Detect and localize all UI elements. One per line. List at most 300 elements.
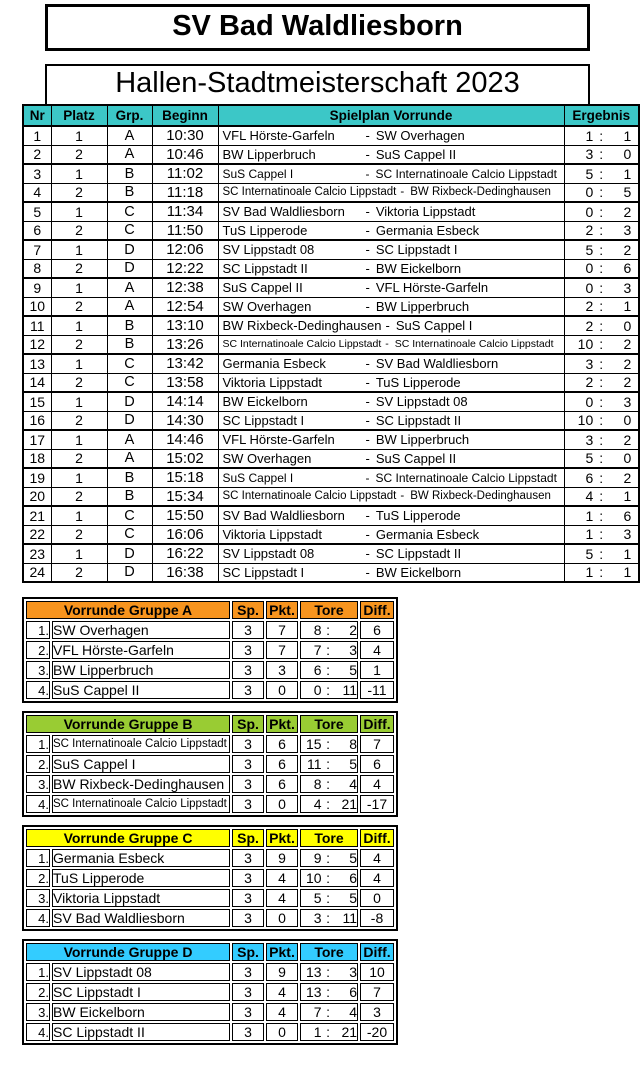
match-score [565, 546, 639, 562]
match-score [565, 146, 639, 162]
match-nr: 11 [23, 316, 51, 335]
match-time: 13:10 [152, 316, 218, 335]
goal-diff: 3 [360, 1003, 394, 1021]
team-rank: 3. [26, 775, 50, 793]
match-result-cell [564, 373, 639, 392]
points: 4 [266, 1003, 298, 1021]
match-score [565, 432, 639, 448]
home-score: 5 [585, 165, 594, 182]
match-score [565, 280, 639, 296]
col-header-pkt: Pkt. [266, 829, 298, 847]
match-pairing-cell [218, 164, 564, 183]
match-platz: 1 [51, 506, 107, 525]
match-result-cell [564, 468, 639, 487]
games-played: 3 [232, 795, 264, 813]
home-score: 3 [585, 146, 594, 163]
goals-for: 9 [313, 850, 322, 866]
group-title: Vorrunde Gruppe D [26, 943, 230, 961]
away-team: SC Lippstadt II [375, 546, 462, 562]
goals [301, 964, 357, 980]
team-name: SC Internatinoale Calcio Lippstadt [52, 795, 230, 813]
goals-against: 11 [342, 682, 357, 698]
goals-against: 6 [349, 984, 358, 1000]
home-score: 0 [585, 203, 594, 220]
match-time: 13:42 [152, 354, 218, 373]
goals-against: 5 [349, 662, 357, 678]
match-group: B [107, 468, 152, 487]
home-team: SC Lippstadt II [222, 260, 308, 276]
match-group: C [107, 202, 152, 221]
match-result-cell [564, 449, 639, 468]
match-result-cell [564, 183, 639, 202]
match-pairing [219, 223, 564, 238]
away-team: BW Rixbeck-Dedinghausen [410, 186, 551, 199]
goals-against: 8 [349, 736, 358, 752]
goals-separator: : [326, 642, 330, 658]
vs-dash: - [365, 470, 370, 485]
away-score: 0 [623, 450, 632, 467]
goals-cell [300, 641, 358, 659]
home-score: 1 [585, 127, 594, 144]
home-team: Viktoria Lippstadt [222, 526, 322, 542]
away-team: SC Lippstadt I [375, 242, 458, 258]
score-separator: : [599, 450, 604, 467]
vs-dash: - [365, 546, 370, 562]
score-separator: : [599, 412, 604, 429]
schedule-row [23, 468, 639, 487]
team-name: SV Lippstadt 08 [52, 963, 230, 981]
home-score: 0 [585, 393, 594, 410]
match-time: 11:34 [152, 202, 218, 221]
games-played: 3 [232, 1023, 264, 1041]
group-header-row [26, 715, 394, 733]
points: 4 [266, 889, 298, 907]
match-platz: 2 [51, 525, 107, 544]
match-result-cell [564, 335, 639, 354]
match-pairing-cell [218, 411, 564, 430]
home-team: TuS Lipperode [222, 222, 308, 238]
match-result-cell [564, 297, 639, 316]
points: 9 [266, 963, 298, 981]
group-table [22, 597, 398, 703]
goal-diff: 6 [360, 621, 394, 639]
points: 7 [266, 621, 298, 639]
match-time: 16:22 [152, 544, 218, 563]
home-score: 10 [577, 336, 594, 353]
goals-separator: : [326, 756, 331, 772]
match-pairing-cell [218, 354, 564, 373]
match-nr: 8 [23, 259, 51, 278]
match-pairing-cell [218, 544, 564, 563]
goal-diff: 4 [360, 869, 394, 887]
match-result-cell [564, 544, 639, 563]
schedule-row [23, 506, 639, 525]
match-pairing-cell [218, 487, 564, 506]
match-pairing [219, 490, 564, 502]
team-rank: 1. [26, 849, 50, 867]
team-name: SC Lippstadt I [52, 983, 230, 1001]
match-score [565, 166, 639, 182]
match-result-cell [564, 202, 639, 221]
col-header-tore: Tore [300, 601, 358, 619]
match-pairing [219, 527, 564, 542]
vs-dash: - [400, 186, 405, 199]
match-score [565, 318, 639, 334]
group-row [26, 795, 394, 813]
match-time: 11:18 [152, 183, 218, 202]
schedule-row [23, 544, 639, 563]
points: 0 [266, 681, 298, 699]
col-header-grp: Grp. [107, 105, 152, 126]
match-group: C [107, 221, 152, 240]
vs-dash: - [365, 508, 370, 524]
away-score: 2 [623, 355, 632, 372]
match-score [565, 184, 639, 200]
score-separator: : [599, 241, 604, 258]
group-row [26, 1023, 394, 1041]
match-time: 16:06 [152, 525, 218, 544]
match-group: B [107, 335, 152, 354]
schedule-row [23, 259, 639, 278]
match-group: D [107, 240, 152, 259]
group-title: Vorrunde Gruppe C [26, 829, 230, 847]
goals-separator: : [326, 870, 331, 886]
title-box [45, 4, 590, 51]
goals [301, 984, 357, 1000]
match-pairing [219, 413, 564, 428]
goal-diff: 1 [360, 661, 394, 679]
match-platz: 2 [51, 487, 107, 506]
col-header-tore: Tore [300, 829, 358, 847]
match-nr: 3 [23, 164, 51, 183]
schedule-row [23, 525, 639, 544]
goals-against: 4 [349, 1004, 358, 1020]
away-team: VFL Hörste-Garfeln [375, 280, 489, 296]
match-score [565, 488, 639, 504]
match-time: 15:18 [152, 468, 218, 487]
goals-cell [300, 681, 358, 699]
goals-against: 5 [349, 850, 358, 866]
schedule-row [23, 392, 639, 411]
goals-against: 2 [349, 622, 357, 638]
goal-diff: -8 [360, 909, 394, 927]
match-result-cell [564, 354, 639, 373]
match-pairing [219, 147, 564, 162]
goals-cell [300, 775, 358, 793]
games-played: 3 [232, 1003, 264, 1021]
col-header-ergebnis: Ergebnis [564, 105, 639, 126]
match-pairing [219, 546, 564, 561]
match-time: 15:34 [152, 487, 218, 506]
col-header-pkt: Pkt. [266, 943, 298, 961]
match-result-cell [564, 240, 639, 259]
score-separator: : [599, 469, 604, 486]
col-header-tore: Tore [300, 943, 358, 961]
away-team: BW Lipperbruch [375, 298, 470, 314]
match-pairing [219, 471, 564, 485]
goal-diff: 4 [360, 775, 394, 793]
match-group: C [107, 506, 152, 525]
match-group: C [107, 354, 152, 373]
match-nr: 21 [23, 506, 51, 525]
match-pairing-cell [218, 126, 564, 145]
score-separator: : [599, 127, 604, 144]
goals-for: 7 [313, 642, 322, 658]
goals [301, 776, 357, 792]
goals-separator: : [326, 622, 330, 638]
goals-separator: : [326, 850, 331, 866]
score-separator: : [599, 165, 604, 182]
match-pairing [219, 128, 564, 143]
match-nr: 18 [23, 449, 51, 468]
vs-dash: - [365, 146, 370, 162]
goals-for: 3 [313, 910, 322, 926]
goals-cell [300, 755, 358, 773]
match-pairing [219, 204, 564, 219]
group-row [26, 889, 394, 907]
match-platz: 2 [51, 183, 107, 202]
vs-dash: - [365, 374, 370, 390]
points: 0 [266, 909, 298, 927]
team-name: SuS Cappel II [52, 681, 230, 699]
team-rank: 3. [26, 661, 50, 679]
match-time: 15:50 [152, 506, 218, 525]
match-nr: 1 [23, 126, 51, 145]
team-name: BW Rixbeck-Dedinghausen [52, 775, 230, 793]
home-team: SuS Cappel II [222, 280, 303, 296]
match-score [565, 412, 639, 428]
home-team: VFL Hörste-Garfeln [222, 128, 335, 144]
score-separator: : [599, 488, 604, 505]
vs-dash: - [400, 490, 405, 503]
score-separator: : [599, 564, 604, 581]
schedule-row [23, 221, 639, 240]
goals-separator: : [326, 662, 330, 678]
away-score: 3 [623, 279, 632, 296]
match-pairing [219, 280, 564, 295]
points: 6 [266, 775, 298, 793]
away-team: SV Bad Waldliesborn [375, 356, 499, 372]
games-played: 3 [232, 963, 264, 981]
match-platz: 1 [51, 468, 107, 487]
col-header-diff: Diff. [360, 829, 394, 847]
match-pairing-cell [218, 392, 564, 411]
games-played: 3 [232, 909, 264, 927]
team-rank: 4. [26, 1023, 50, 1041]
match-nr: 15 [23, 392, 51, 411]
schedule-row [23, 126, 639, 145]
group-table [22, 711, 398, 817]
match-time: 10:46 [152, 145, 218, 164]
team-rank: 3. [26, 889, 50, 907]
match-pairing-cell [218, 240, 564, 259]
goals-cell [300, 795, 358, 813]
goal-diff: -20 [360, 1023, 394, 1041]
match-time: 13:26 [152, 335, 218, 354]
group-row [26, 661, 394, 679]
match-nr: 13 [23, 354, 51, 373]
match-time: 16:38 [152, 563, 218, 582]
home-score: 3 [585, 355, 594, 372]
vs-dash: - [365, 128, 370, 144]
group-body [26, 735, 394, 813]
goals [301, 642, 357, 658]
home-team: SW Overhagen [222, 450, 312, 466]
team-name: Viktoria Lippstadt [52, 889, 230, 907]
goals-cell [300, 735, 358, 753]
home-score: 4 [585, 488, 594, 505]
match-pairing-cell [218, 563, 564, 582]
goals-separator: : [326, 682, 330, 698]
score-separator: : [599, 374, 604, 391]
schedule-row [23, 430, 639, 449]
match-platz: 1 [51, 544, 107, 563]
match-platz: 2 [51, 373, 107, 392]
goals-against: 4 [349, 776, 358, 792]
away-score: 3 [623, 222, 632, 239]
goals-for: 7 [313, 1004, 322, 1020]
away-team: SV Lippstadt 08 [375, 394, 468, 410]
match-group: A [107, 449, 152, 468]
vs-dash: - [365, 280, 370, 296]
match-pairing [219, 242, 564, 257]
match-result-cell [564, 126, 639, 145]
score-separator: : [599, 222, 604, 239]
away-score: 3 [623, 526, 632, 543]
goals-separator: : [326, 736, 331, 752]
match-nr: 9 [23, 278, 51, 297]
group-row [26, 641, 394, 659]
match-nr: 7 [23, 240, 51, 259]
home-team: SC Internatinoale Calcio Lippstadt [222, 186, 397, 199]
group-table [22, 825, 398, 931]
match-nr: 19 [23, 468, 51, 487]
score-separator: : [599, 317, 604, 334]
match-pairing [219, 432, 564, 447]
home-score: 1 [585, 526, 594, 543]
games-played: 3 [232, 621, 264, 639]
match-result-cell [564, 411, 639, 430]
goals-for: 13 [305, 984, 322, 1000]
home-team: Germania Esbeck [222, 356, 326, 372]
match-score [565, 260, 639, 276]
match-group: D [107, 563, 152, 582]
match-group: B [107, 487, 152, 506]
group-row [26, 681, 394, 699]
col-header-sp: Sp. [232, 829, 264, 847]
col-header-diff: Diff. [360, 943, 394, 961]
match-score [565, 356, 639, 372]
match-group: C [107, 525, 152, 544]
away-team: SuS Cappel II [375, 146, 457, 162]
col-header-pkt: Pkt. [266, 715, 298, 733]
games-played: 3 [232, 775, 264, 793]
match-nr: 20 [23, 487, 51, 506]
away-score: 2 [623, 336, 632, 353]
match-platz: 1 [51, 240, 107, 259]
match-time: 11:02 [152, 164, 218, 183]
away-score: 5 [623, 184, 632, 201]
match-result-cell [564, 278, 639, 297]
goals-separator: : [326, 1024, 331, 1040]
home-score: 6 [585, 469, 594, 486]
vs-dash: - [365, 298, 370, 314]
goals-cell [300, 869, 358, 887]
match-time: 14:30 [152, 411, 218, 430]
team-rank: 4. [26, 795, 50, 813]
col-header-diff: Diff. [360, 715, 394, 733]
goals-for: 11 [307, 756, 322, 772]
schedule-row [23, 316, 639, 335]
goals-against: 3 [349, 642, 357, 658]
match-nr: 2 [23, 145, 51, 164]
match-result-cell [564, 506, 639, 525]
match-platz: 2 [51, 297, 107, 316]
team-rank: 3. [26, 1003, 50, 1021]
match-pairing-cell [218, 221, 564, 240]
points: 4 [266, 869, 298, 887]
games-played: 3 [232, 735, 264, 753]
score-separator: : [599, 355, 604, 372]
away-team: BW Eickelborn [375, 260, 462, 276]
home-team: SC Lippstadt I [222, 564, 305, 580]
team-rank: 4. [26, 681, 50, 699]
vs-dash: - [365, 526, 370, 542]
goal-diff: 4 [360, 849, 394, 867]
match-group: C [107, 373, 152, 392]
home-score: 2 [585, 222, 594, 239]
col-header-sp: Sp. [232, 601, 264, 619]
match-pairing [219, 508, 564, 523]
match-pairing [219, 318, 564, 333]
goal-diff: -11 [360, 681, 394, 699]
games-played: 3 [232, 661, 264, 679]
col-header-diff: Diff. [360, 601, 394, 619]
group-table [22, 939, 398, 1045]
schedule-row [23, 183, 639, 202]
goals-cell [300, 909, 358, 927]
goals [301, 796, 357, 812]
score-separator: : [599, 260, 604, 277]
schedule-table [22, 104, 640, 583]
match-pairing [219, 261, 564, 276]
goals [301, 1004, 357, 1020]
home-team: SuS Cappel I [222, 166, 294, 181]
subtitle-box [45, 64, 590, 106]
schedule-row [23, 563, 639, 582]
home-score: 10 [577, 412, 594, 429]
score-separator: : [599, 203, 604, 220]
home-team: Viktoria Lippstadt [222, 374, 322, 390]
games-played: 3 [232, 641, 264, 659]
team-name: SC Internatinoale Calcio Lippstadt [52, 735, 230, 753]
group-row [26, 735, 394, 753]
goals-separator: : [326, 910, 331, 926]
match-platz: 1 [51, 392, 107, 411]
schedule-body [23, 126, 639, 582]
team-name: TuS Lipperode [52, 869, 230, 887]
games-played: 3 [232, 889, 264, 907]
vs-dash: - [365, 222, 370, 238]
goals-separator: : [326, 964, 331, 980]
score-separator: : [599, 545, 604, 562]
score-separator: : [599, 279, 604, 296]
goals [301, 622, 357, 638]
goal-diff: 0 [360, 889, 394, 907]
match-time: 12:54 [152, 297, 218, 316]
match-score [565, 564, 639, 580]
match-platz: 2 [51, 259, 107, 278]
